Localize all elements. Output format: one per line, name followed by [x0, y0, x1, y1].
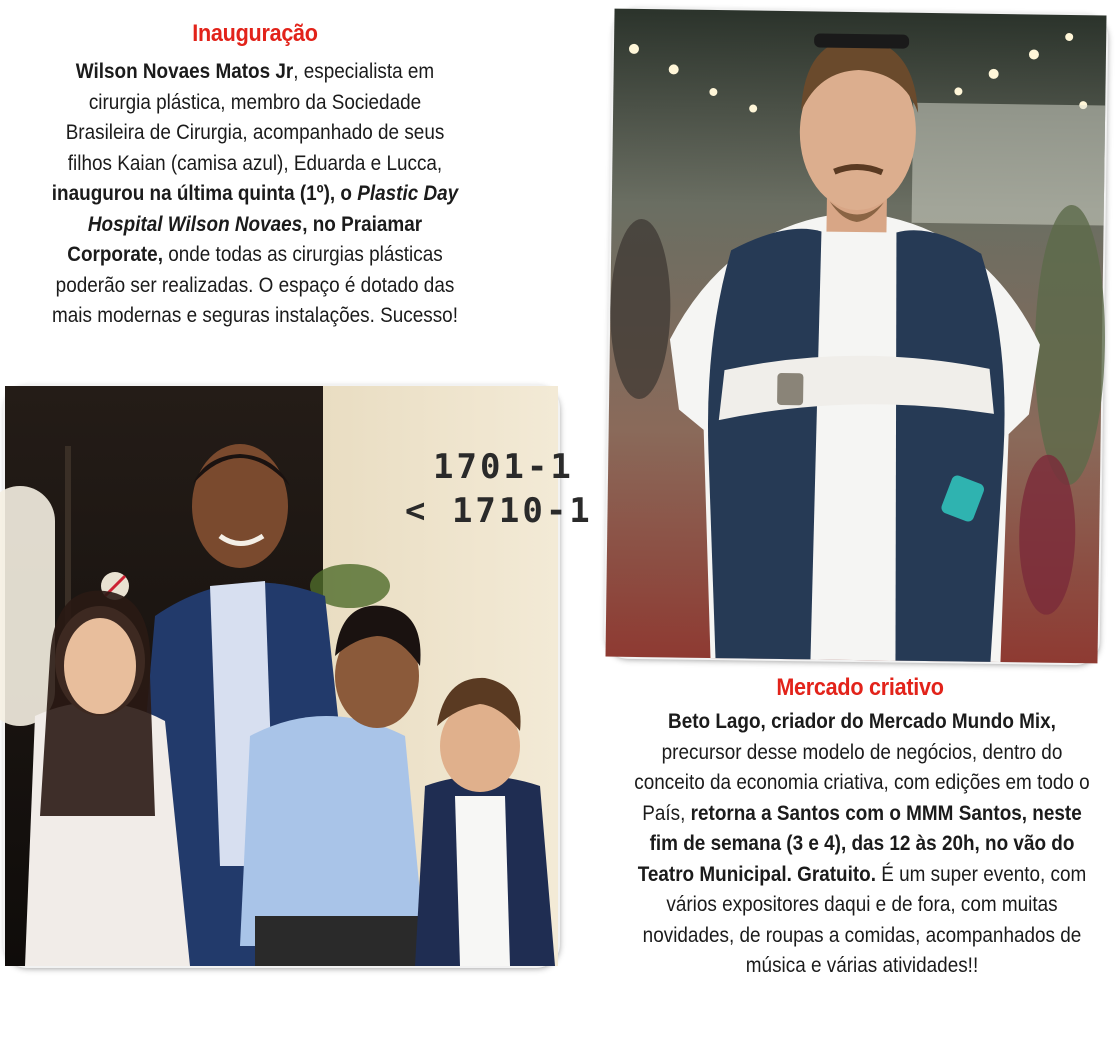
text-segment: , no Praiamar Corporate,: [67, 211, 423, 266]
article-heading-inauguracao: Inauguração: [192, 20, 318, 47]
text-segment: Beto Lago, criador do Mercado Mundo Mix,: [668, 709, 1056, 733]
article-body-inauguracao: [48, 56, 462, 331]
text-segment: retorna a Santos com o MMM Santos, neste fim de semana (3 e 4), das 12 às 20h, no vão do Teatro Municipal. Gratuito.: [637, 800, 1082, 886]
text-segment: Plastic Day Hospital Wilson Novaes: [87, 181, 459, 236]
photo-inauguration: [5, 386, 593, 966]
article-heading-mercado-criativo: Mercado criativo: [776, 674, 944, 701]
text-segment: Wilson Novaes Matos Jr: [75, 59, 294, 83]
text-segment: precursor desse modelo de negócios, dentro do conceito da economia criativa, com edições em todo o País,: [634, 739, 1090, 825]
text-segment: onde todas as cirurgias plásticas poderão ser realizadas. O espaço é dotado das mais modernas e seguras instalações. Sucesso!: [52, 242, 458, 327]
text-segment: , especialista em cirurgia plástica, membro da Sociedade Brasileira de Cirurgia, acompanhado de seus filhos Kaian (camisa azul), Eduarda e Lucca,: [65, 59, 445, 175]
sign-line-2: < 1710-1: [405, 491, 593, 531]
article-body-mercado-criativo: [629, 706, 1095, 981]
photo-beto-lago-image: [606, 9, 1107, 664]
sign-line-1: 1701-1: [433, 447, 574, 487]
photo-inauguration-image: [5, 386, 593, 966]
photo-beto-lago: [606, 9, 1107, 664]
text-segment: É um super evento, com vários expositores daqui e de fora, com muitas novidades, de roupas a comidas, acompanhados de música e várias atividades!!: [642, 861, 1087, 977]
text-segment: inaugurou na última quinta (1º), o: [51, 181, 358, 205]
